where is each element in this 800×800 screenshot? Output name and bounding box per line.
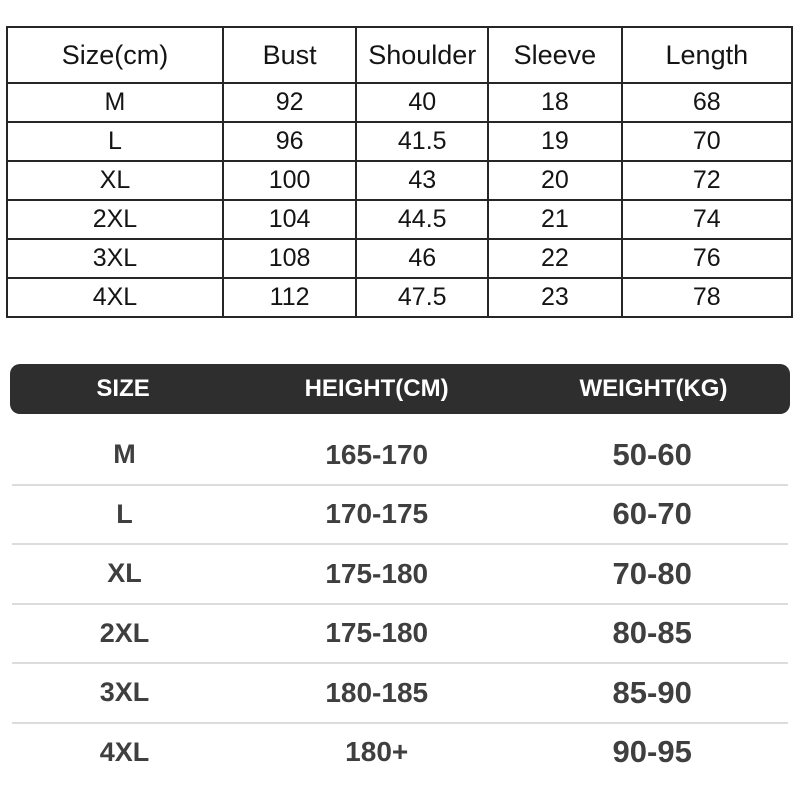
fit-weight-value: 60-70 <box>612 496 692 532</box>
fit-size-label: M <box>113 439 136 470</box>
table-row-m <box>7 83 792 122</box>
sleeve-value: 20 <box>488 161 621 200</box>
shoulder-value: 41.5 <box>356 122 488 161</box>
bust-value: 108 <box>223 239 356 278</box>
fit-size-label: 3XL <box>99 677 150 708</box>
fit-weight-value: 70-80 <box>612 555 692 591</box>
col-header-sleeve: Sleeve <box>488 27 621 83</box>
fit-weight-value: 80-85 <box>612 615 692 651</box>
length-value: 70 <box>622 122 792 161</box>
measurement-header-row <box>7 27 792 83</box>
table-row-3xl <box>7 239 792 278</box>
shoulder-value: 44.5 <box>356 200 488 239</box>
shoulder-value: 47.5 <box>356 278 488 317</box>
fit-row-m <box>12 426 788 486</box>
size-label: 4XL <box>7 278 223 317</box>
table-row-4xl <box>7 278 792 317</box>
fit-size-label: XL <box>107 558 142 589</box>
fit-height-value: 170-175 <box>325 498 429 530</box>
fit-col-header-size: SIZE <box>96 375 150 402</box>
fit-height-value: 175-180 <box>325 557 429 589</box>
bust-value: 96 <box>223 122 356 161</box>
fit-size-label: 4XL <box>99 736 150 767</box>
fit-height-value: 180-185 <box>325 676 429 708</box>
fit-weight-value: 50-60 <box>612 436 692 472</box>
col-header-size: Size(cm) <box>7 27 223 83</box>
table-row-2xl <box>7 200 792 239</box>
sleeve-value: 18 <box>488 83 621 122</box>
fit-row-xl <box>12 545 788 605</box>
fit-table-body <box>12 426 788 781</box>
fit-row-4xl <box>12 724 788 782</box>
sleeve-value: 22 <box>488 239 621 278</box>
col-header-length: Length <box>622 27 792 83</box>
fit-weight-value: 85-90 <box>612 674 692 710</box>
sleeve-value: 23 <box>488 278 621 317</box>
fit-height-value: 180+ <box>345 736 409 768</box>
col-header-bust: Bust <box>223 27 356 83</box>
fit-height-value: 165-170 <box>325 438 429 470</box>
length-value: 72 <box>622 161 792 200</box>
length-value: 76 <box>622 239 792 278</box>
length-value: 74 <box>622 200 792 239</box>
fit-weight-value: 90-95 <box>612 734 692 770</box>
col-header-shoulder: Shoulder <box>356 27 488 83</box>
bust-value: 92 <box>223 83 356 122</box>
fit-row-3xl <box>12 664 788 724</box>
bust-value: 112 <box>223 278 356 317</box>
fit-col-header-height: HEIGHT(CM) <box>304 375 449 402</box>
table-row-l <box>7 122 792 161</box>
size-label: XL <box>7 161 223 200</box>
sleeve-value: 19 <box>488 122 621 161</box>
fit-size-label: 2XL <box>99 617 150 648</box>
fit-table-header-bar <box>10 364 790 414</box>
fit-col-header-weight: WEIGHT(KG) <box>579 375 728 402</box>
shoulder-value: 46 <box>356 239 488 278</box>
size-label: L <box>7 122 223 161</box>
size-label: 2XL <box>7 200 223 239</box>
table-row-xl <box>7 161 792 200</box>
shoulder-value: 43 <box>356 161 488 200</box>
length-value: 68 <box>622 83 792 122</box>
size-label: M <box>7 83 223 122</box>
shoulder-value: 40 <box>356 83 488 122</box>
size-label: 3XL <box>7 239 223 278</box>
measurement-table <box>6 26 793 318</box>
fit-row-l <box>12 486 788 546</box>
bust-value: 100 <box>223 161 356 200</box>
fit-height-value: 175-180 <box>325 617 429 649</box>
length-value: 78 <box>622 278 792 317</box>
fit-size-label: L <box>116 498 133 529</box>
bust-value: 104 <box>223 200 356 239</box>
sleeve-value: 21 <box>488 200 621 239</box>
fit-row-2xl <box>12 605 788 665</box>
